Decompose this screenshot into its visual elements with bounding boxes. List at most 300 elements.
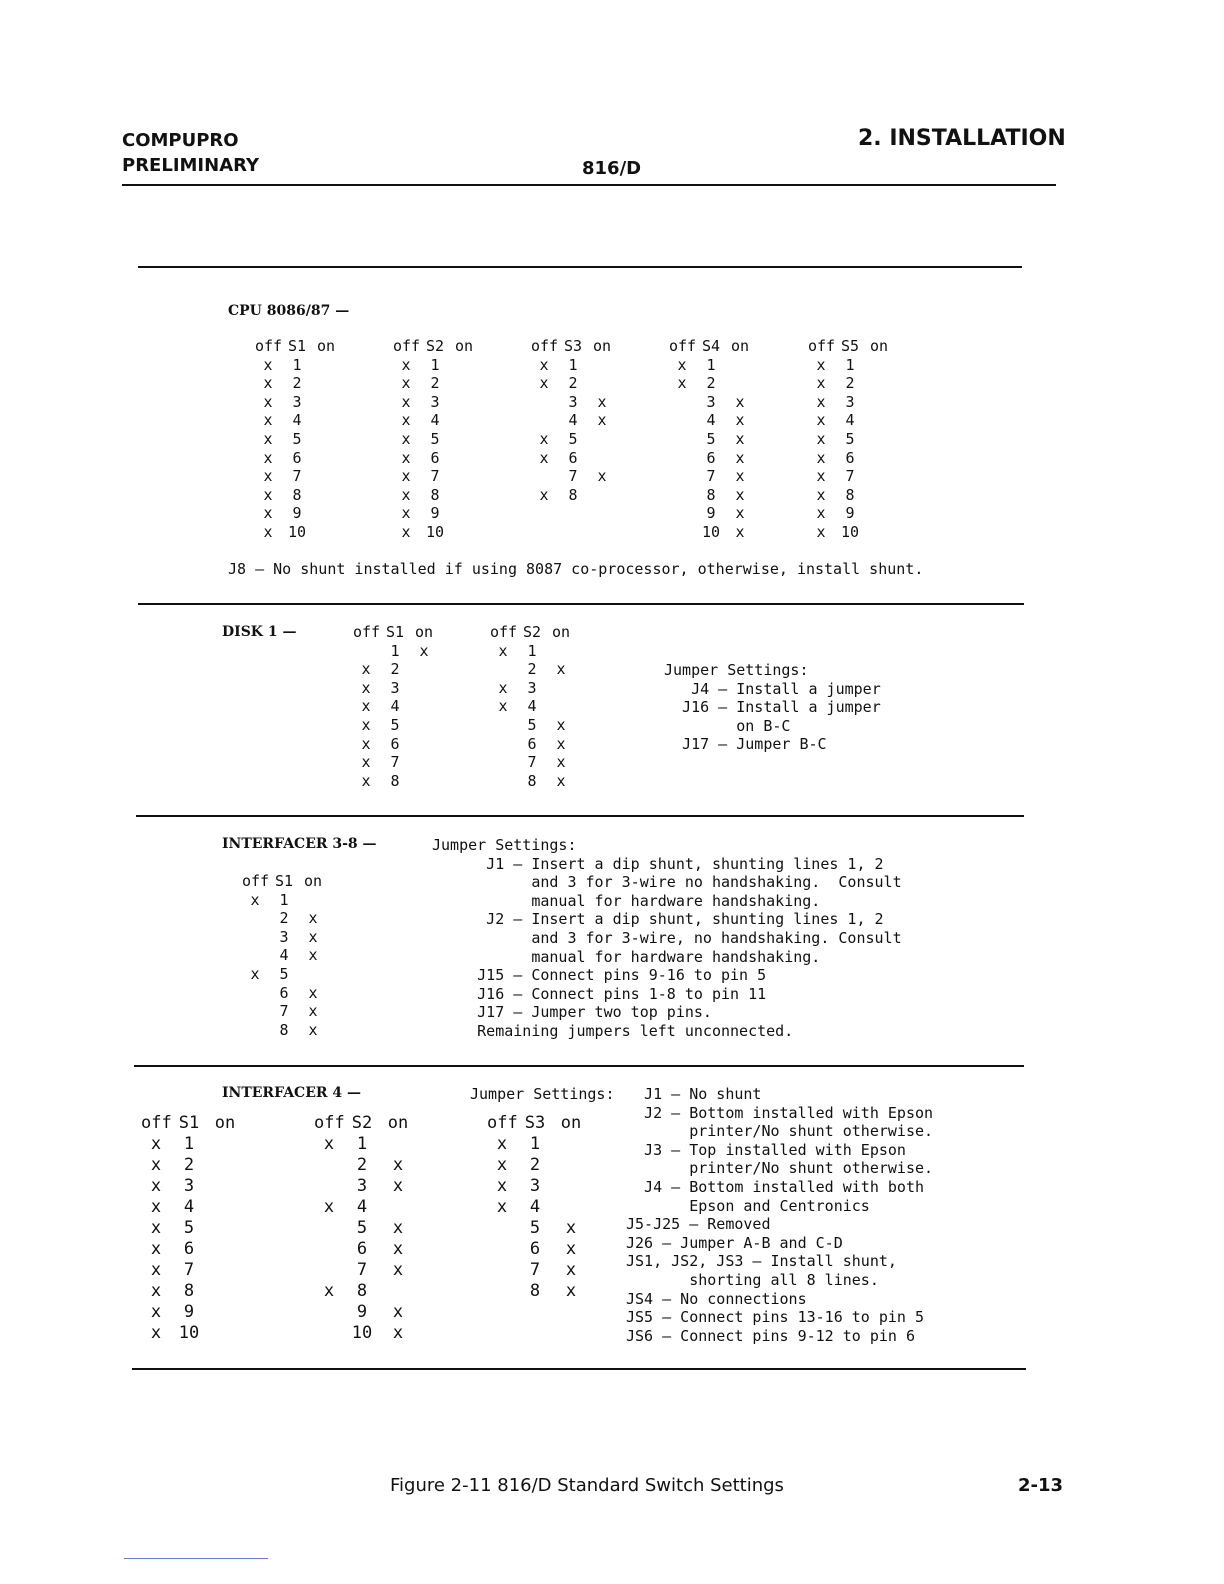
header-chapter: 2. INSTALLATION bbox=[858, 126, 1066, 151]
switch-position-row bbox=[242, 909, 326, 928]
off-mark: x bbox=[816, 448, 826, 467]
position-number: 2 bbox=[706, 374, 716, 393]
off-mark bbox=[314, 1155, 344, 1176]
switch-position-row bbox=[141, 1239, 243, 1260]
off-mark bbox=[669, 411, 695, 430]
off-mark: x bbox=[250, 964, 260, 983]
off-mark bbox=[487, 1239, 517, 1260]
on-label: on bbox=[414, 623, 434, 641]
switch-label: S2 bbox=[351, 1113, 373, 1133]
jumper-line: shorting all 8 lines. bbox=[626, 1270, 879, 1289]
cpu-switch-s4 bbox=[669, 337, 753, 542]
switch-position-row bbox=[669, 523, 753, 542]
on-mark bbox=[451, 374, 477, 393]
jumper-line: J2 — Insert a dip shunt, shunting lines 1, 2 bbox=[432, 910, 884, 929]
off-mark: x bbox=[496, 1176, 508, 1196]
off-mark bbox=[669, 486, 695, 505]
switch-position-row bbox=[669, 393, 753, 412]
off-mark bbox=[490, 716, 516, 735]
on-mark bbox=[553, 1134, 589, 1155]
switch-position-row bbox=[669, 374, 753, 393]
switch-position-row bbox=[490, 697, 574, 716]
cpu-s3-header bbox=[531, 337, 615, 356]
position-number: 4 bbox=[430, 411, 440, 430]
on-mark bbox=[207, 1302, 243, 1323]
position-number: 8 bbox=[279, 1020, 289, 1039]
position-number: 5 bbox=[527, 715, 537, 734]
switch-position-row bbox=[314, 1197, 416, 1218]
on-mark bbox=[451, 356, 477, 375]
off-mark: x bbox=[816, 355, 826, 374]
off-mark: x bbox=[816, 504, 826, 523]
switch-position-row bbox=[490, 642, 574, 661]
jumper-line: printer/No shunt otherwise. bbox=[626, 1122, 934, 1141]
on-mark bbox=[313, 504, 339, 523]
on-mark: x bbox=[308, 909, 318, 928]
on-mark: x bbox=[597, 411, 607, 430]
jumper-line: on B-C bbox=[664, 716, 791, 735]
off-mark: x bbox=[401, 467, 411, 486]
on-mark bbox=[207, 1218, 243, 1239]
off-mark: x bbox=[401, 504, 411, 523]
position-number: 1 bbox=[292, 355, 302, 374]
on-mark bbox=[313, 374, 339, 393]
cpu-section-title: CPU 8086/87 — bbox=[228, 303, 350, 319]
position-number: 4 bbox=[568, 411, 578, 430]
position-number: 8 bbox=[527, 771, 537, 790]
jumper-line: J15 — Connect pins 9-16 to pin 5 bbox=[432, 966, 767, 985]
on-mark: x bbox=[556, 771, 566, 790]
off-mark bbox=[314, 1176, 344, 1197]
jumper-line: J16 — Connect pins 1-8 to pin 11 bbox=[432, 984, 767, 1003]
position-number: 10 bbox=[425, 522, 445, 541]
position-number: 1 bbox=[568, 355, 578, 374]
switch-position-row bbox=[487, 1197, 589, 1218]
position-number: 6 bbox=[527, 734, 537, 753]
off-mark: x bbox=[539, 485, 549, 504]
position-number: 9 bbox=[183, 1302, 195, 1322]
on-mark bbox=[207, 1323, 243, 1344]
on-mark: x bbox=[735, 485, 745, 504]
position-number: 5 bbox=[279, 964, 289, 983]
off-mark bbox=[242, 1002, 268, 1021]
on-mark bbox=[300, 965, 326, 984]
footer-link-underline bbox=[124, 1558, 268, 1559]
off-mark bbox=[669, 504, 695, 523]
on-mark bbox=[589, 449, 615, 468]
on-mark: x bbox=[308, 946, 318, 965]
jumper-line: J1 — Insert a dip shunt, shunting lines 1, 2 bbox=[432, 854, 884, 873]
on-mark bbox=[589, 486, 615, 505]
position-number: 5 bbox=[183, 1218, 195, 1238]
position-number: 2 bbox=[279, 909, 289, 928]
cpu-switch-s1 bbox=[255, 337, 339, 542]
on-mark: x bbox=[735, 448, 745, 467]
off-mark: x bbox=[263, 504, 273, 523]
section-rule-top bbox=[138, 266, 1022, 268]
position-number: 5 bbox=[356, 1218, 368, 1238]
on-mark: x bbox=[392, 1176, 404, 1196]
switch-position-row bbox=[314, 1155, 416, 1176]
switch-position-row bbox=[242, 891, 326, 910]
cpu-switch-s3 bbox=[531, 337, 615, 504]
switch-label: S2 bbox=[425, 337, 445, 355]
switch-position-row bbox=[531, 411, 615, 430]
switch-position-row bbox=[353, 716, 437, 735]
if4-s3-header bbox=[487, 1113, 589, 1134]
on-mark bbox=[866, 393, 892, 412]
on-mark bbox=[411, 735, 437, 754]
switch-position-row bbox=[314, 1302, 416, 1323]
jumper-line: J17 — Jumper B-C bbox=[664, 735, 827, 754]
switch-position-row bbox=[531, 356, 615, 375]
cpu-s2-header bbox=[393, 337, 477, 356]
switch-position-row bbox=[141, 1281, 243, 1302]
switch-position-row bbox=[531, 374, 615, 393]
position-number: 2 bbox=[845, 374, 855, 393]
if4-jumper-heading: Jumper Settings: bbox=[470, 1085, 615, 1103]
position-number: 10 bbox=[287, 522, 307, 541]
jumper-line: manual for hardware handshaking. bbox=[432, 891, 821, 910]
position-number: 9 bbox=[292, 504, 302, 523]
position-number: 7 bbox=[183, 1260, 195, 1280]
jumper-line: JS1, JS2, JS3 — Install shunt, bbox=[626, 1252, 897, 1271]
off-mark: x bbox=[496, 1134, 508, 1154]
position-number: 3 bbox=[356, 1176, 368, 1196]
jumper-line: J3 — Top installed with Epson bbox=[626, 1140, 906, 1159]
off-mark bbox=[487, 1260, 517, 1281]
position-number: 6 bbox=[292, 448, 302, 467]
on-mark bbox=[313, 486, 339, 505]
on-label: on bbox=[316, 337, 336, 355]
off-mark bbox=[490, 753, 516, 772]
position-number: 4 bbox=[292, 411, 302, 430]
switch-position-row bbox=[487, 1176, 589, 1197]
off-mark: x bbox=[150, 1134, 162, 1154]
off-mark bbox=[490, 735, 516, 754]
position-number: 7 bbox=[568, 467, 578, 486]
position-number: 4 bbox=[706, 411, 716, 430]
on-mark bbox=[313, 393, 339, 412]
off-mark: x bbox=[150, 1260, 162, 1280]
cpu-s4-header bbox=[669, 337, 753, 356]
switch-position-row bbox=[531, 393, 615, 412]
switch-position-row bbox=[242, 928, 326, 947]
disk-section-title: DISK 1 — bbox=[222, 624, 297, 640]
on-mark bbox=[866, 504, 892, 523]
switch-position-row bbox=[314, 1218, 416, 1239]
off-label: off bbox=[531, 337, 559, 355]
off-mark bbox=[242, 946, 268, 965]
off-mark: x bbox=[816, 429, 826, 448]
off-mark: x bbox=[816, 411, 826, 430]
off-mark: x bbox=[263, 411, 273, 430]
position-number: 5 bbox=[292, 429, 302, 448]
section-rule-if38-if4 bbox=[134, 1065, 1024, 1067]
switch-position-row bbox=[808, 393, 892, 412]
switch-position-row bbox=[393, 486, 477, 505]
off-mark: x bbox=[401, 485, 411, 504]
on-mark bbox=[866, 430, 892, 449]
switch-position-row bbox=[353, 735, 437, 754]
off-mark: x bbox=[323, 1281, 335, 1301]
position-number: 6 bbox=[529, 1239, 541, 1259]
switch-position-row bbox=[531, 430, 615, 449]
off-mark: x bbox=[496, 1197, 508, 1217]
switch-position-row bbox=[255, 411, 339, 430]
switch-position-row bbox=[490, 660, 574, 679]
off-mark: x bbox=[150, 1302, 162, 1322]
on-mark bbox=[727, 356, 753, 375]
position-number: 8 bbox=[356, 1281, 368, 1301]
position-number: 2 bbox=[527, 660, 537, 679]
off-label: off bbox=[353, 623, 381, 641]
if4-switch-s3 bbox=[487, 1113, 589, 1302]
switch-position-row bbox=[314, 1134, 416, 1155]
off-mark: x bbox=[539, 374, 549, 393]
off-mark: x bbox=[816, 522, 826, 541]
switch-position-row bbox=[669, 486, 753, 505]
position-number: 2 bbox=[183, 1155, 195, 1175]
off-mark: x bbox=[361, 715, 371, 734]
position-number: 7 bbox=[356, 1260, 368, 1280]
on-mark bbox=[451, 486, 477, 505]
switch-position-row bbox=[314, 1239, 416, 1260]
disk-switch-s1 bbox=[353, 623, 437, 790]
position-number: 3 bbox=[527, 678, 537, 697]
on-label: on bbox=[560, 1113, 582, 1133]
off-mark bbox=[531, 411, 557, 430]
switch-position-row bbox=[353, 697, 437, 716]
position-number: 8 bbox=[845, 485, 855, 504]
off-mark: x bbox=[263, 467, 273, 486]
on-mark: x bbox=[392, 1155, 404, 1175]
position-number: 3 bbox=[390, 678, 400, 697]
switch-position-row bbox=[393, 449, 477, 468]
switch-position-row bbox=[255, 430, 339, 449]
position-number: 8 bbox=[430, 485, 440, 504]
on-mark: x bbox=[735, 411, 745, 430]
jumper-line: J16 — Install a jumper bbox=[664, 698, 881, 717]
position-number: 7 bbox=[845, 467, 855, 486]
on-mark bbox=[589, 430, 615, 449]
switch-label: S1 bbox=[274, 872, 294, 890]
switch-position-row bbox=[808, 504, 892, 523]
switch-position-row bbox=[314, 1176, 416, 1197]
on-mark bbox=[451, 504, 477, 523]
if4-s2-header bbox=[314, 1113, 416, 1134]
jumper-line: JS4 — No connections bbox=[626, 1289, 807, 1308]
on-mark: x bbox=[392, 1239, 404, 1259]
position-number: 7 bbox=[430, 467, 440, 486]
jumper-line: Jumper Settings: bbox=[432, 836, 577, 854]
switch-label: S1 bbox=[385, 623, 405, 641]
on-mark bbox=[589, 356, 615, 375]
off-mark: x bbox=[263, 392, 273, 411]
on-mark: x bbox=[735, 504, 745, 523]
switch-label: S3 bbox=[563, 337, 583, 355]
off-mark: x bbox=[539, 448, 549, 467]
on-mark bbox=[548, 642, 574, 661]
off-mark: x bbox=[263, 374, 273, 393]
switch-position-row bbox=[141, 1155, 243, 1176]
off-label: off bbox=[314, 1113, 345, 1133]
on-mark: x bbox=[308, 1002, 318, 1021]
jumper-line: J2 — Bottom installed with Epson bbox=[626, 1103, 934, 1122]
position-number: 2 bbox=[292, 374, 302, 393]
on-mark: x bbox=[735, 522, 745, 541]
off-mark bbox=[490, 772, 516, 791]
switch-position-row bbox=[242, 965, 326, 984]
off-mark bbox=[487, 1218, 517, 1239]
jumper-line: manual for hardware handshaking. bbox=[432, 947, 821, 966]
off-mark: x bbox=[401, 429, 411, 448]
on-label: on bbox=[592, 337, 612, 355]
on-mark bbox=[451, 411, 477, 430]
off-mark: x bbox=[263, 522, 273, 541]
switch-position-row bbox=[490, 735, 574, 754]
on-mark bbox=[553, 1176, 589, 1197]
position-number: 2 bbox=[390, 660, 400, 679]
jumper-line: Epson and Centronics bbox=[626, 1196, 870, 1215]
position-number: 1 bbox=[845, 355, 855, 374]
position-number: 2 bbox=[568, 374, 578, 393]
off-mark: x bbox=[401, 522, 411, 541]
on-mark bbox=[313, 411, 339, 430]
switch-label: S4 bbox=[701, 337, 721, 355]
switch-position-row bbox=[393, 393, 477, 412]
position-number: 9 bbox=[706, 504, 716, 523]
position-number: 1 bbox=[706, 355, 716, 374]
position-number: 4 bbox=[279, 946, 289, 965]
if38-jumper-settings bbox=[432, 836, 902, 1041]
position-number: 4 bbox=[390, 697, 400, 716]
switch-position-row bbox=[669, 356, 753, 375]
jumper-line: J5-J25 — Removed bbox=[626, 1215, 771, 1234]
position-number: 7 bbox=[529, 1260, 541, 1280]
position-number: 1 bbox=[390, 641, 400, 660]
off-mark: x bbox=[150, 1218, 162, 1238]
position-number: 3 bbox=[279, 927, 289, 946]
off-mark: x bbox=[361, 771, 371, 790]
position-number: 7 bbox=[292, 467, 302, 486]
if38-s1-header bbox=[242, 872, 326, 891]
cpu-j8-note: J8 — No shunt installed if using 8087 co-processor, otherwise, install shunt. bbox=[228, 560, 924, 578]
off-mark bbox=[314, 1302, 344, 1323]
position-number: 6 bbox=[568, 448, 578, 467]
position-number: 3 bbox=[292, 392, 302, 411]
switch-position-row bbox=[490, 772, 574, 791]
position-number: 8 bbox=[183, 1281, 195, 1301]
off-label: off bbox=[669, 337, 697, 355]
switch-position-row bbox=[487, 1281, 589, 1302]
position-number: 1 bbox=[527, 641, 537, 660]
on-mark bbox=[553, 1197, 589, 1218]
switch-position-row bbox=[141, 1197, 243, 1218]
on-mark: x bbox=[735, 392, 745, 411]
switch-position-row bbox=[242, 1021, 326, 1040]
switch-position-row bbox=[353, 772, 437, 791]
off-mark bbox=[669, 523, 695, 542]
off-mark bbox=[487, 1281, 517, 1302]
if4-section-title: INTERFACER 4 — bbox=[222, 1085, 361, 1101]
switch-position-row bbox=[490, 716, 574, 735]
off-mark: x bbox=[323, 1134, 335, 1154]
disk-switch-s2 bbox=[490, 623, 574, 790]
position-number: 3 bbox=[845, 392, 855, 411]
header-model: 816/D bbox=[582, 158, 642, 179]
off-label: off bbox=[490, 623, 518, 641]
off-label: off bbox=[393, 337, 421, 355]
switch-position-row bbox=[808, 411, 892, 430]
on-mark bbox=[727, 374, 753, 393]
on-mark: x bbox=[597, 467, 607, 486]
jumper-line: Jumper Settings: bbox=[664, 661, 809, 679]
switch-position-row bbox=[669, 504, 753, 523]
off-mark: x bbox=[498, 678, 508, 697]
off-mark: x bbox=[263, 429, 273, 448]
off-mark: x bbox=[816, 467, 826, 486]
switch-position-row bbox=[141, 1176, 243, 1197]
off-mark: x bbox=[361, 734, 371, 753]
switch-position-row bbox=[255, 504, 339, 523]
jumper-line: J17 — Jumper two top pins. bbox=[432, 1003, 712, 1022]
on-mark bbox=[411, 679, 437, 698]
position-number: 10 bbox=[840, 522, 860, 541]
section-rule-bottom bbox=[132, 1368, 1026, 1370]
off-mark bbox=[669, 430, 695, 449]
position-number: 7 bbox=[527, 753, 537, 772]
switch-position-row bbox=[242, 984, 326, 1003]
switch-position-row bbox=[255, 393, 339, 412]
off-label: off bbox=[808, 337, 836, 355]
on-mark: x bbox=[419, 641, 429, 660]
switch-position-row bbox=[669, 467, 753, 486]
off-mark: x bbox=[150, 1281, 162, 1301]
switch-position-row bbox=[393, 430, 477, 449]
switch-position-row bbox=[531, 467, 615, 486]
switch-position-row bbox=[314, 1260, 416, 1281]
on-label: on bbox=[730, 337, 750, 355]
position-number: 6 bbox=[279, 983, 289, 1002]
position-number: 7 bbox=[279, 1002, 289, 1021]
on-label: on bbox=[303, 872, 323, 890]
off-mark: x bbox=[401, 448, 411, 467]
off-mark bbox=[242, 1021, 268, 1040]
on-mark bbox=[313, 523, 339, 542]
position-number: 6 bbox=[356, 1239, 368, 1259]
off-mark: x bbox=[150, 1176, 162, 1196]
off-mark bbox=[669, 449, 695, 468]
position-number: 8 bbox=[390, 771, 400, 790]
switch-position-row bbox=[353, 679, 437, 698]
on-mark bbox=[313, 430, 339, 449]
on-mark bbox=[380, 1197, 416, 1218]
switch-position-row bbox=[353, 642, 437, 661]
switch-position-row bbox=[255, 486, 339, 505]
off-mark: x bbox=[816, 485, 826, 504]
switch-position-row bbox=[808, 374, 892, 393]
switch-position-row bbox=[531, 486, 615, 505]
switch-label: S1 bbox=[287, 337, 307, 355]
jumper-line: and 3 for 3-wire, no handshaking. Consult bbox=[432, 928, 902, 947]
on-mark bbox=[207, 1197, 243, 1218]
off-label: off bbox=[141, 1113, 172, 1133]
switch-position-row bbox=[393, 523, 477, 542]
off-mark: x bbox=[401, 374, 411, 393]
off-mark: x bbox=[263, 355, 273, 374]
if4-jumper-settings bbox=[626, 1085, 933, 1345]
